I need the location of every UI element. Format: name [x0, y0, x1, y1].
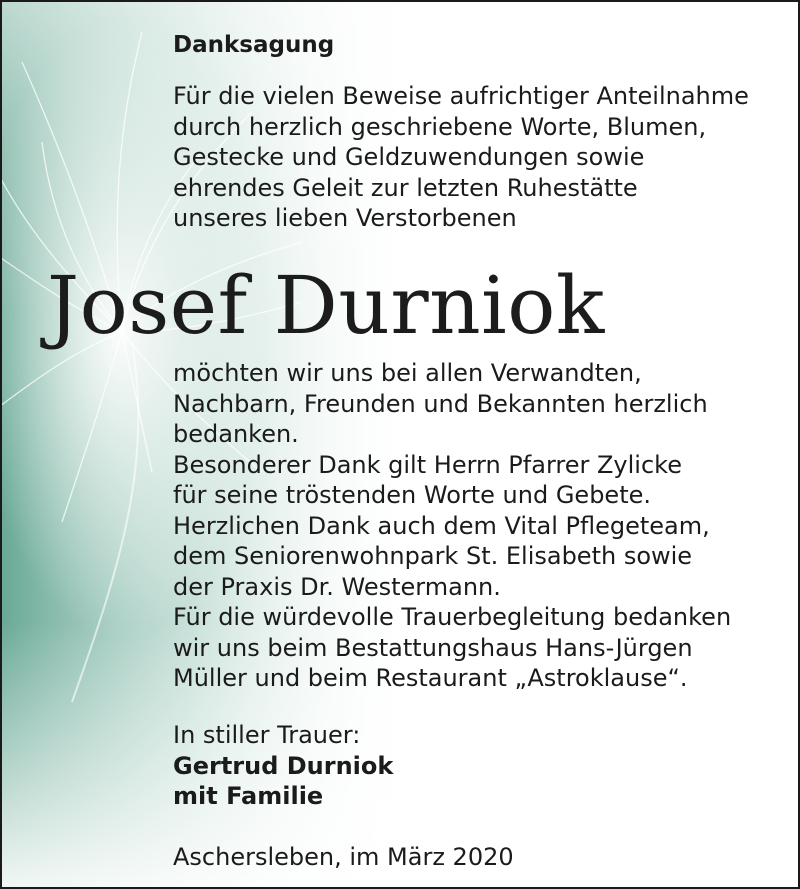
text-line: durch herzlich geschriebene Worte, Blumen,: [173, 112, 707, 141]
text-line: bedanken.: [173, 420, 299, 448]
mourner-name: Gertrud Durniok: [173, 751, 394, 780]
text-line: für seine tröstenden Worte und Gebete.: [173, 481, 651, 509]
text-line: der Praxis Dr. Westermann.: [173, 572, 501, 601]
text-line: Herzlichen Dank auch dem Vital Pflegeteam,: [173, 511, 710, 540]
text-line: Für die würdevolle Trauerbegleitung bedanken: [173, 603, 732, 631]
text-line: Gestecke und Geldzuwendungen sowie: [173, 143, 645, 171]
heading-danksagung: Danksagung: [173, 32, 335, 58]
mourners-block: [173, 720, 393, 812]
text-line: Besonderer Dank gilt Herrn Pfarrer Zylicke: [173, 450, 682, 479]
text-line: wir uns beim Bestattungshaus Hans-Jürgen: [173, 633, 693, 662]
text-line: dem Seniorenwohnpark St. Elisabeth sowie: [173, 542, 693, 570]
place-date: Aschersleben, im März 2020: [173, 843, 514, 871]
text-line: unseres lieben Verstorbenen: [173, 204, 517, 232]
text-line: Für die vielen Beweise aufrichtiger Anteilnahme: [173, 82, 749, 110]
thanks-paragraph: [173, 81, 783, 234]
mourner-family: mit Familie: [173, 782, 324, 810]
mourning-intro: In stiller Trauer:: [173, 721, 361, 749]
acknowledgement-paragraph: [173, 358, 783, 694]
text-line: möchten wir uns bei allen Verwandten,: [173, 359, 642, 387]
text-line: Nachbarn, Freunden und Bekannten herzlich: [173, 389, 708, 418]
text-line: ehrendes Geleit zur letzten Ruhestätte: [173, 173, 638, 202]
text-line: Müller und beim Restaurant „Astroklause“.: [173, 664, 688, 692]
deceased-name: Josef Durniok: [47, 259, 605, 352]
